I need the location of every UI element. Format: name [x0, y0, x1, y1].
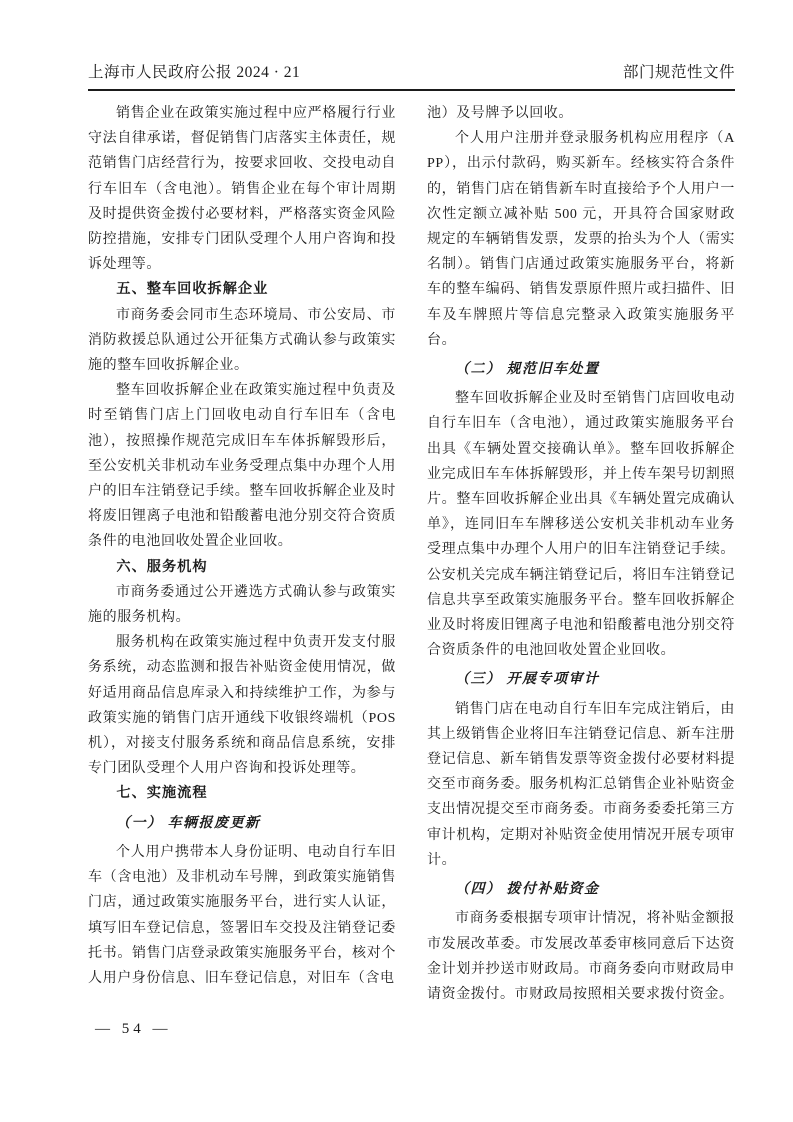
paragraph: 市商务委会同市生态环境局、市公安局、市消防救援总队通过公开征集方式确认参与政策实施的整车回收拆解企业。: [88, 307, 396, 374]
paragraph: 整车回收拆解企业及时至销售门店回收电动自行车旧车（含电池），通过政策实施服务平台出具《车辆处置交接确认单》。整车回收拆解企业完成旧车车体拆解毁形，并上传车架号切割照片。整车回收拆解企业出具《车辆处置完成确认单》，连同旧车车牌移送公安机关非机动车业务受理点集中办理个人用户的旧车注销登记手续。公安机关完成车辆注销登记后，将旧车注销登记信息共享至政策实施服务平台。整车回收拆解企业及时将废旧锂离子电池和铅酸蓄电池分别交符合资质条件的电池回收处置企业回收。: [427, 391, 735, 659]
paragraph-continuation: 池）及号牌予以回收。: [427, 106, 573, 121]
section-label: 部门规范性文件: [622, 64, 735, 81]
paragraph: 个人用户注册并登录服务机构应用程序（APP），出示付款码，购买新车。经核实符合条件的，销售门店在销售新车时直接给予个人用户一次性定额立减补贴 500 元，开具符合国家财政规定的车辆销售发票，发票的抬头为个人（需实名制）。销售门店通过政策实施服务平台，将新车的整车编码、销售发票原件照片或扫描件、旧车及车牌照片等信息完整录入政策实施服务平台。: [427, 131, 735, 348]
paragraph: 市商务委根据专项审计情况，将补贴金额报市发展改革委。市发展改革委审核同意后下达资金计划并抄送市财政局。市商务委向市财政局申请资金拨付。市财政局按照相关要求拨付资金。: [427, 911, 735, 1002]
section-heading-5: 五、整车回收拆解企业: [116, 281, 269, 298]
document-body: [88, 101, 735, 1007]
sub-heading-2: （二） 规范旧车处置: [455, 362, 600, 378]
left-column: [88, 101, 396, 1007]
page-number: — 54 —: [95, 1021, 172, 1037]
sub-heading-4: （四） 拨付补贴资金: [455, 882, 600, 898]
sub-heading-1: （一） 车辆报废更新: [116, 815, 261, 831]
paragraph: 市商务委通过公开遴选方式确认参与政策实施的服务机构。: [88, 584, 396, 626]
paragraph: 服务机构在政策实施过程中负责开发支付服务系统，动态监测和报告补贴资金使用情况，做好适用商品信息库录入和持续维护工作，为参与政策实施的销售门店开通线下收银终端机（POS机），对接支付服务系统和商品信息系统，安排专门团队受理个人用户咨询和投诉处理等。: [88, 635, 396, 777]
gazette-title: 上海市人民政府公报 2024 · 21: [88, 64, 301, 81]
section-heading-6: 六、服务机构: [116, 558, 208, 575]
page-footer: [95, 1021, 172, 1038]
section-heading-7: 七、实施流程: [116, 785, 208, 802]
paragraph: 整车回收拆解企业在政策实施过程中负责及时至销售门店上门回收电动自行车旧车（含电池），按照操作规范完成旧车车体拆解毁形后，至公安机关非机动车业务受理点集中办理个人用户的旧车注销登记手续。整车回收拆解企业及时将废旧锂离子电池和铅酸蓄电池分别交符合资质条件的电池回收处置企业回收。: [88, 383, 396, 550]
paragraph: 个人用户携带本人身份证明、电动自行车旧车（含电池）及非机动车号牌，到政策实施销售门店，通过政策实施服务平台，进行实人认证，填写旧车登记信息，签署旧车交投及注销登记委托书。销售门店登录政策实施服务平台，核对个人用户身份信息、旧车登记信息，对旧车（含电: [88, 844, 396, 986]
running-header: [88, 60, 735, 91]
paragraph: 销售企业在政策实施过程中应严格履行行业守法自律承诺，督促销售门店落实主体责任，规范销售门店经营行为，按要求回收、交投电动自行车旧车（含电池）。销售企业在每个审计周期及时提供资金拨付必要材料，严格落实资金风险防控措施，安排专门团队受理个人用户咨询和投诉处理等。: [88, 106, 396, 273]
sub-heading-3: （三） 开展专项审计: [455, 672, 600, 688]
right-column: [427, 101, 735, 1007]
paragraph: 销售门店在电动自行车旧车完成注销后，由其上级销售企业将旧车注销登记信息、新车注册登记信息、新车销售发票等资金拨付必要材料提交至市商务委。服务机构汇总销售企业补贴资金支出情况提交至市商务委。市商务委委托第三方审计机构，定期对补贴资金使用情况开展专项审计。: [427, 701, 735, 868]
